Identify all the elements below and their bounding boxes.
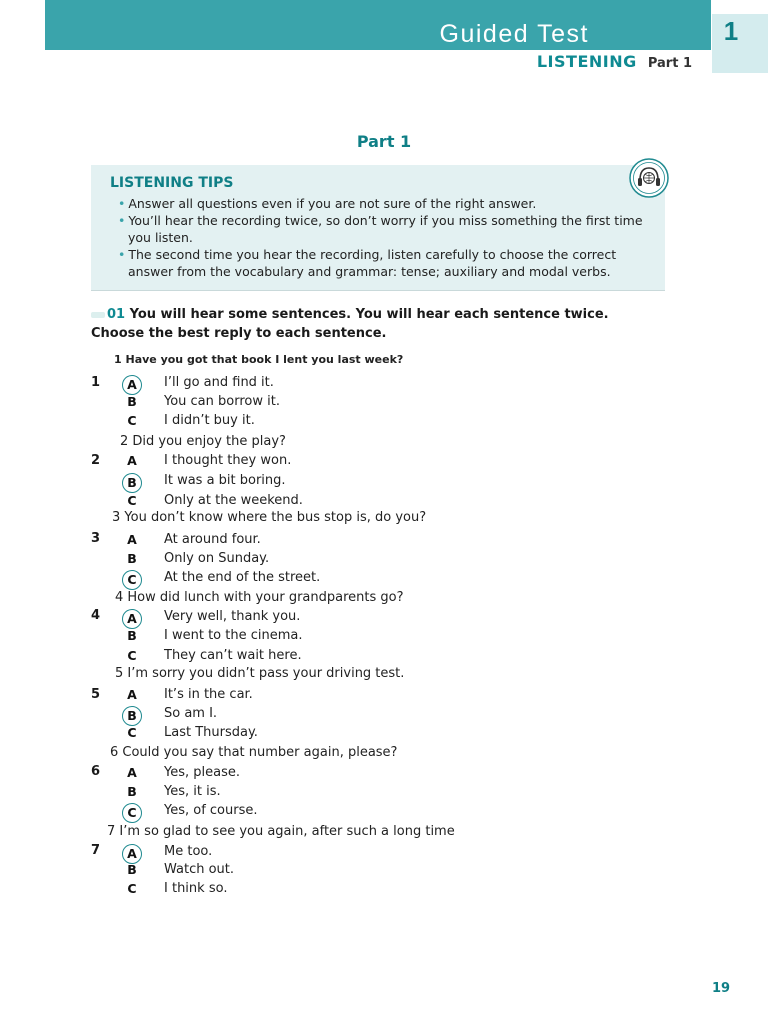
- listening-tips-box: [91, 165, 665, 291]
- option-letter[interactable]: C: [127, 881, 137, 896]
- option-letter[interactable]: C: [127, 725, 137, 740]
- option-letter[interactable]: A: [127, 532, 137, 547]
- task-instruction: [91, 305, 665, 343]
- part-label: Part 1: [647, 56, 692, 71]
- option-letter[interactable]: B: [127, 784, 137, 799]
- option-text: I think so.: [164, 881, 228, 896]
- option-text: They can’t wait here.: [164, 648, 302, 663]
- option-text: So am I.: [164, 706, 218, 721]
- header-band: [45, 0, 711, 50]
- question-number: 3: [91, 531, 101, 546]
- option-letter-selected[interactable]: B: [122, 473, 142, 493]
- option-letter-selected[interactable]: B: [122, 706, 142, 726]
- question-number: 7: [91, 843, 101, 858]
- question-number: 6: [91, 764, 101, 779]
- option-text: I’ll go and find it.: [164, 375, 274, 390]
- option-letter[interactable]: B: [127, 551, 137, 566]
- tip-item: • The second time you hear the recording, listen carefully to choose the correct answer from the vocabulary and grammar: tense; auxiliary and modal verbs.: [118, 247, 617, 279]
- option-text: Watch out.: [164, 862, 235, 877]
- option-text: I didn’t buy it.: [164, 413, 255, 428]
- question-prompt: 5 I’m sorry you didn’t pass your driving test.: [115, 666, 405, 681]
- question-prompt: 7 I’m so glad to see you again, after such a long time: [107, 824, 455, 839]
- question-prompt: 2 Did you enjoy the play?: [120, 434, 286, 449]
- headphones-icon: [628, 157, 670, 199]
- option-text: I went to the cinema.: [164, 628, 303, 643]
- option-text: It’s in the car.: [164, 687, 253, 702]
- question-prompt: 3 You don’t know where the bus stop is, do you?: [112, 510, 427, 525]
- question-number: 1: [91, 375, 101, 390]
- section-label: LISTENING: [536, 52, 637, 71]
- option-letter[interactable]: C: [127, 648, 137, 663]
- instruction-text: You will hear some sentences. You will hear each sentence twice. Choose the best reply to each sentence.: [91, 307, 609, 341]
- option-letter[interactable]: C: [127, 413, 137, 428]
- option-text: It was a bit boring.: [164, 473, 286, 488]
- page-number: 19: [712, 981, 731, 996]
- option-letter[interactable]: B: [127, 394, 137, 409]
- option-letter[interactable]: A: [127, 765, 137, 780]
- option-text: Yes, please.: [164, 765, 240, 780]
- unit-badge: [712, 14, 768, 73]
- option-text: Only at the weekend.: [164, 493, 303, 508]
- option-text: Last Thursday.: [164, 725, 258, 740]
- option-text: Yes, it is.: [164, 784, 221, 799]
- audio-track-icon: [91, 310, 105, 320]
- option-letter[interactable]: B: [127, 862, 137, 877]
- option-letter-selected[interactable]: C: [122, 570, 142, 590]
- question-number: 4: [91, 608, 101, 623]
- header-title: Guided Test: [439, 20, 589, 48]
- option-letter-selected[interactable]: A: [122, 375, 142, 395]
- option-letter[interactable]: B: [127, 628, 137, 643]
- tip-item: • You’ll hear the recording twice, so don’t worry if you miss something the first time you listen.: [118, 213, 643, 245]
- option-letter[interactable]: C: [127, 493, 137, 508]
- tips-title: LISTENING TIPS: [110, 175, 234, 191]
- option-text: At around four.: [164, 532, 261, 547]
- option-letter[interactable]: A: [127, 687, 137, 702]
- option-text: Me too.: [164, 844, 213, 859]
- question-prompt: 1 Have you got that book I lent you last week?: [114, 353, 404, 366]
- option-letter-selected[interactable]: A: [122, 609, 142, 629]
- option-text: I thought they won.: [164, 453, 292, 468]
- tips-list: [110, 195, 650, 280]
- unit-number: 1: [723, 16, 739, 46]
- option-letter-selected[interactable]: C: [122, 803, 142, 823]
- option-text: Very well, thank you.: [164, 609, 301, 624]
- option-text: You can borrow it.: [164, 394, 280, 409]
- question-number: 5: [91, 687, 101, 702]
- option-text: At the end of the street.: [164, 570, 321, 585]
- option-text: Yes, of course.: [164, 803, 258, 818]
- part-heading: Part 1: [356, 132, 412, 151]
- question-prompt: 6 Could you say that number again, please?: [110, 745, 398, 760]
- section-subheader: [537, 52, 692, 71]
- question-prompt: 4 How did lunch with your grandparents go?: [115, 590, 404, 605]
- option-letter-selected[interactable]: A: [122, 844, 142, 864]
- question-number: 2: [91, 453, 101, 468]
- option-letter[interactable]: A: [127, 453, 137, 468]
- option-text: Only on Sunday.: [164, 551, 270, 566]
- tip-item: • Answer all questions even if you are not sure of the right answer.: [118, 196, 537, 211]
- track-number: 01: [107, 307, 126, 322]
